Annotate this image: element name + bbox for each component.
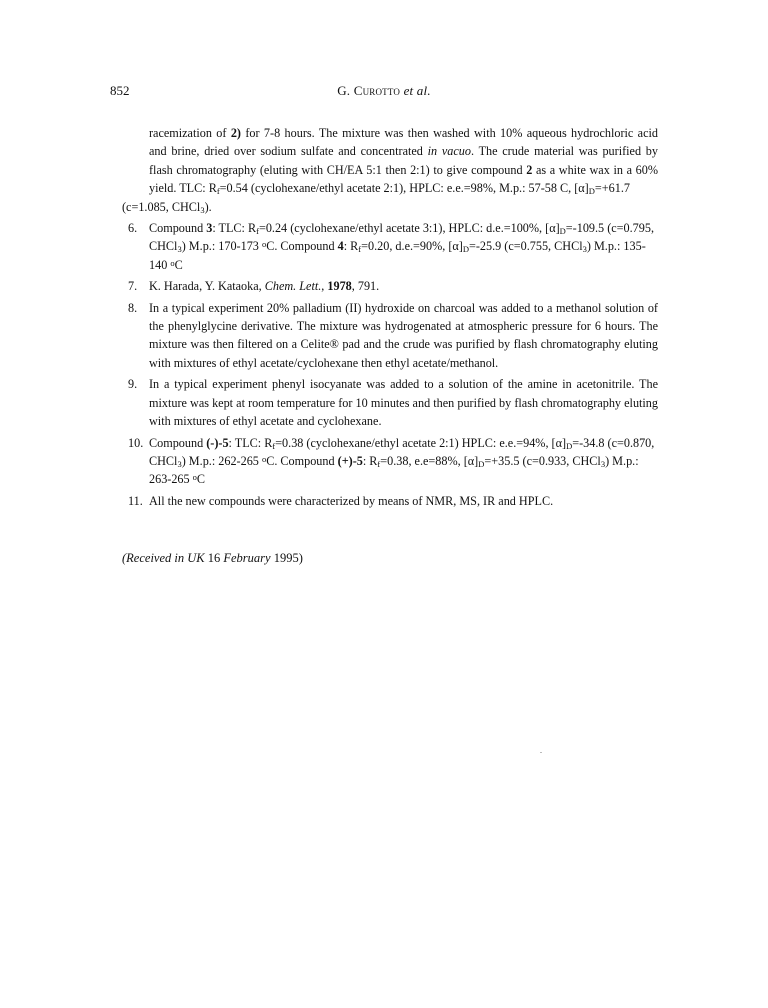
note-number: 8. <box>128 300 138 315</box>
note-6 <box>128 219 658 274</box>
running-head <box>0 83 768 99</box>
note-text: All the new compounds were characterized by means of NMR, MS, IR and HPLC. <box>149 493 554 508</box>
note-10 <box>128 434 658 489</box>
note-number: 7. <box>128 279 138 294</box>
note-7 <box>128 277 658 295</box>
note-text: K. Harada, Y. Kataoka, Chem. Lett., 1978, 791. <box>149 279 380 294</box>
note-number: 9. <box>128 377 138 392</box>
running-head-author: G. Curotto <box>337 83 401 98</box>
note-text: In a typical experiment 20% palladium (II) hydroxide on charcoal was added to a methanol solution of the phenylglycine derivative. The mixture was hydrogenated at atmospheric pressure for 6 hours. The mixture was then filtered on a Celite® pad and the crude was purified by flash chromatography eluting with mixtures of ethyl acetate/cyclohexane then ethyl acetate/methanol. <box>149 300 658 370</box>
page-number: 852 <box>110 83 130 98</box>
notes-section <box>122 124 658 513</box>
received-date: (Received in UK 16 February 1995) <box>122 551 303 565</box>
note-text: Compound (-)-5: TLC: $R_f=0.38$ (cyclohexane/ethyl acetate 2:1) HPLC: e.e.=94%, $[\alpha]_D=-34.8$ (c=0.870, CHCl$_3$) M.p.: 262-265 $^o$C. Compound (+)-5: $R_f=0.38$, e.e=88%, $[\alpha]_D=+35.5$ (c=0.933, CHCl$_3$) M.p.: 263-265 $^o$C <box>149 435 655 487</box>
running-head-etal: et al. <box>400 83 431 98</box>
note-11 <box>128 492 658 510</box>
note-text: Compound 3: TLC: $R_f=0.24$ (cyclohexane/ethyl acetate 3:1), HPLC: d.e.=100%, $[\alpha]_D=-109.5$ (c=0.795, CHCl$_3$) M.p.: 170-173 $^o$C. Compound 4: $R_f=0.20$, d.e.=90%, $[\alpha]_D=-25.9$ (c=0.755, CHCl$_3$) M.p.: 135-140 $^o$C <box>149 221 655 272</box>
note-text: In a typical experiment phenyl isocyanate was added to a solution of the amine in acetonitrile. The mixture was kept at room temperature for 10 minutes and then purified by flash chromatography eluting with mixtures of ethyl acetate and cyclohexane. <box>149 377 658 429</box>
note-5-continuation: racemization of 2) for 7-8 hours. The mixture was then washed with 10% aqueous hydrochloric acid and brine, dried over sodium sulfate and concentrated in vacuo. The crude material was purified by flash chromatography (eluting with CH/EA 5:1 then 2:1) to give compound 2 as a white wax in a 60% yield. TLC: $R_f=0.54$ (cyclohexane/ethyl acetate 2:1), HPLC: e.e.=98%, M.p.: 57-58 C, $[\alpha]_D=+61.7$ <box>149 126 658 197</box>
note-8 <box>128 299 658 373</box>
note-number: 10. <box>128 435 144 450</box>
note-number: 6. <box>128 221 138 236</box>
scan-speck <box>540 752 542 753</box>
note-9 <box>128 375 658 430</box>
note-5-last-line: (c=1.085, CHCl$_3$). <box>122 199 212 215</box>
note-number: 11. <box>128 493 143 508</box>
